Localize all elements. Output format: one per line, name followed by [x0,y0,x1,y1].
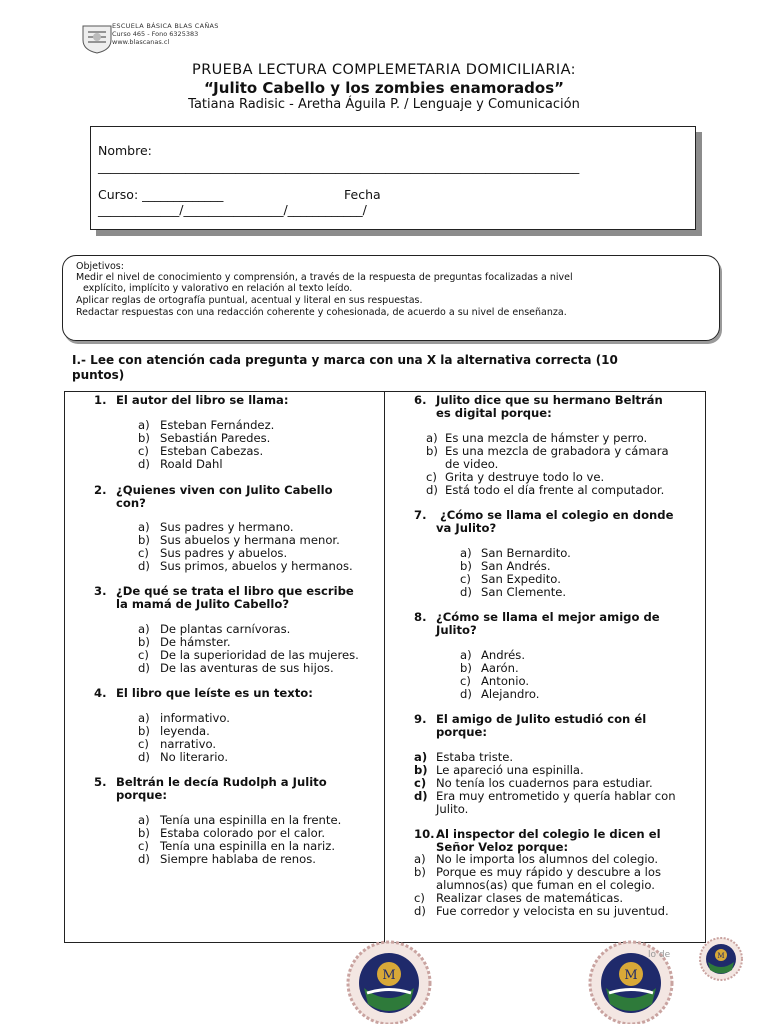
question-1-option-a[interactable]: Esteban Fernández. [160,418,275,432]
question-1-option-c[interactable]: Esteban Cabezas. [160,444,264,458]
question-4-option-c[interactable]: narrativo. [160,737,217,751]
question-4-option-b[interactable]: leyenda. [160,724,210,738]
question-4-number: 4. [94,686,107,700]
question-10-option-d[interactable]: Fue corredor y velocista en su juventud. [436,904,669,918]
question-8-option-c[interactable]: Antonio. [481,674,530,688]
question-4-option-a[interactable]: informativo. [160,711,230,725]
question-5-option-a[interactable]: Tenía una espinilla en la frente. [160,813,342,827]
question-10-option-a[interactable]: No le importa los alumnos del colegio. [436,852,659,866]
question-7-option-c[interactable]: San Expedito. [481,572,561,586]
question-3-option-c-letter[interactable]: c) [138,648,149,662]
question-5-option-c-letter[interactable]: c) [138,839,149,853]
question-6-option-b[interactable]: Es una mezcla de grabadora y cámara [445,444,669,458]
question-9-text-cont: porque: [436,725,488,739]
authors-subject: Tatiana Radisic - Aretha Águila P. / Lenguaje y Comunicación [188,97,580,112]
name-label: Nombre: [98,143,152,158]
question-4-option-c-letter[interactable]: c) [138,737,149,751]
question-9-option-c-letter[interactable]: c) [414,776,427,790]
question-9-text: El amigo de Julito estudió con él [436,712,647,726]
instructions [72,353,712,382]
objective-1: Medir el nivel de conocimiento y comprensión, a través de la respuesta de preguntas focalizadas a nivel [76,272,573,283]
test-title: PRUEBA LECTURA COMPLEMETARIA DOMICILIARIA: [192,62,576,78]
question-4-option-d-letter[interactable]: d) [138,750,150,764]
question-9-option-d-letter[interactable]: d) [414,789,428,803]
question-10-option-c-letter[interactable]: c) [414,891,425,905]
question-3-option-a[interactable]: De plantas carnívoras. [160,622,291,636]
question-8-text: ¿Cómo se llama el mejor amigo de [436,610,660,624]
question-8-option-a[interactable]: Andrés. [481,648,526,662]
question-3-text-cont: la mamá de Julito Cabello? [116,597,290,611]
question-6-text: Julito dice que su hermano Beltrán [436,393,663,407]
question-6-number: 6. [414,393,427,407]
question-10-option-b-letter[interactable]: b) [414,865,426,879]
question-2-option-a-letter[interactable]: a) [138,520,150,534]
school-emblem-icon [344,938,434,1024]
question-9-option-a[interactable]: Estaba triste. [436,750,514,764]
question-2-text-cont: con? [116,496,146,510]
question-6-option-d-letter[interactable]: d) [426,483,438,497]
question-1-option-a-letter[interactable]: a) [138,418,150,432]
question-6-option-c[interactable]: Grita y destruye todo lo ve. [445,470,605,484]
question-8-option-d-letter[interactable]: d) [460,687,472,701]
question-9-option-c[interactable]: No tenía los cuadernos para estudiar. [436,776,653,790]
school-info [112,22,219,46]
question-8-option-c-letter[interactable]: c) [460,674,471,688]
question-4-option-d[interactable]: No literario. [160,750,229,764]
question-9-option-d[interactable]: Era muy entrometido y quería hablar con [436,789,676,803]
question-3-option-a-letter[interactable]: a) [138,622,150,636]
instructions-line-1: I.- Lee con atención cada pregunta y marca con una X la alternativa correcta (10 [72,353,618,367]
question-5-option-c[interactable]: Tenía una espinilla en la nariz. [160,839,336,853]
question-8-text-cont: Julito? [436,623,477,637]
objectives-box [62,255,720,341]
school-emblem-small-icon [698,936,744,982]
question-7-option-b[interactable]: San Andrés. [481,559,551,573]
course-field[interactable]: Curso: _____________ [98,187,224,202]
question-8-option-a-letter[interactable]: a) [460,648,472,662]
question-2-text: ¿Quienes viven con Julito Cabello [116,483,333,497]
question-5-text-cont: porque: [116,788,168,802]
student-info-box [90,126,696,230]
question-1-text: El autor del libro se llama: [116,393,289,407]
name-field[interactable]: _____________________________________________________________________________ [98,159,580,174]
question-5-number: 5. [94,775,107,789]
school-phone: Curso 465 - Fono 6325383 [112,30,199,38]
question-2-option-b[interactable]: Sus abuelos y hermana menor. [160,533,340,547]
question-2-option-c[interactable]: Sus padres y abuelos. [160,546,288,560]
school-name: ESCUELA BÁSICA BLAS CAÑAS [112,22,219,30]
objective-2: Aplicar reglas de ortografía puntual, acentual y literal en sus respuestas. [76,295,423,306]
question-3-text: ¿De qué se trata el libro que escribe [116,584,354,598]
question-4-option-b-letter[interactable]: b) [138,724,150,738]
question-7-option-d-letter[interactable]: d) [460,585,472,599]
question-9-option-a-letter[interactable]: a) [414,750,428,764]
question-4-option-a-letter[interactable]: a) [138,711,150,725]
question-6-option-b-cont[interactable]: de video. [445,457,499,471]
question-2-option-d[interactable]: Sus primos, abuelos y hermanos. [160,559,353,573]
question-3-option-d-letter[interactable]: d) [138,661,150,675]
question-2-option-c-letter[interactable]: c) [138,546,149,560]
question-5-option-b[interactable]: Estaba colorado por el calor. [160,826,326,840]
question-6-option-b-letter[interactable]: b) [426,444,438,458]
question-10-option-c[interactable]: Realizar clases de matemáticas. [436,891,624,905]
question-7-text-cont: va Julito? [436,521,497,535]
question-6-text-cont: es digital porque: [436,406,552,420]
svg-text:M: M [624,968,638,983]
question-10-text: Al inspector del colegio le dicen el [436,827,661,841]
objectives-label: Objetivos: [76,261,124,272]
question-8-option-b-letter[interactable]: b) [460,661,472,675]
question-1-option-b[interactable]: Sebastián Paredes. [160,431,271,445]
question-10-option-b[interactable]: Porque es muy rápido y descubre a los [436,865,662,879]
svg-text:M: M [717,952,725,960]
question-7-option-c-letter[interactable]: c) [460,572,471,586]
question-5-option-b-letter[interactable]: b) [138,826,150,840]
question-7-option-a-letter[interactable]: a) [460,546,472,560]
instructions-line-2: puntos) [72,367,125,382]
question-5-option-d-letter[interactable]: d) [138,852,150,866]
question-8-option-b[interactable]: Aarón. [481,661,519,675]
question-8-option-d[interactable]: Alejandro. [481,687,540,701]
question-3-option-c[interactable]: De la superioridad de las mujeres. [160,648,359,662]
question-2-number: 2. [94,483,107,497]
question-10-number: 10. [414,827,435,841]
column-divider [384,391,385,942]
question-3-option-b[interactable]: De hámster. [160,635,231,649]
question-9-option-b[interactable]: Le apareció una espinilla. [436,763,584,777]
question-6-option-a-letter[interactable]: a) [426,431,438,445]
question-5-option-d[interactable]: Siempre hablaba de renos. [160,852,316,866]
question-7-number: 7. [414,508,427,522]
question-4-text: El libro que leíste es un texto: [116,686,313,700]
objective-3: Redactar respuestas con una redacción coherente y cohesionada, de acuerdo a su nivel de enseñanza. [76,307,567,318]
question-10-option-a-letter[interactable]: a) [414,852,426,866]
question-7-option-b-letter[interactable]: b) [460,559,472,573]
question-3-option-b-letter[interactable]: b) [138,635,150,649]
question-7-text: ¿Cómo se llama el colegio en donde [440,508,674,522]
question-10-option-b-cont[interactable]: alumnos(as) que fuman en el colegio. [436,878,655,892]
question-2-option-d-letter[interactable]: d) [138,559,150,573]
school-website: www.blascanas.cl [112,38,170,46]
question-2-option-a[interactable]: Sus padres y hermano. [160,520,294,534]
question-5-text: Beltrán le decía Rudolph a Julito [116,775,327,789]
question-8-number: 8. [414,610,427,624]
question-1-option-d-letter[interactable]: d) [138,457,150,471]
question-10-option-d-letter[interactable]: d) [414,904,426,918]
date-label: Fecha [344,187,381,202]
footer-text-fragment: lo de [648,950,671,960]
question-5-option-a-letter[interactable]: a) [138,813,150,827]
question-6-option-c-letter[interactable]: c) [426,470,437,484]
question-1-option-b-letter[interactable]: b) [138,431,150,445]
question-3-option-d[interactable]: De las aventuras de sus hijos. [160,661,334,675]
question-1-option-d[interactable]: Roald Dahl [160,457,223,471]
date-field[interactable]: _____________/________________/____________/ [98,202,367,217]
question-10-text-cont: Señor Veloz porque: [436,840,569,854]
question-2-option-b-letter[interactable]: b) [138,533,150,547]
book-title: “Julito Cabello y los zombies enamorados” [204,79,564,97]
question-9-option-d-cont[interactable]: Julito. [436,802,469,816]
question-7-option-a[interactable]: San Bernardito. [481,546,571,560]
question-9-option-b-letter[interactable]: b) [414,763,428,777]
question-6-option-d[interactable]: Está todo el día frente al computador. [445,483,665,497]
question-3-number: 3. [94,584,107,598]
question-6-option-a[interactable]: Es una mezcla de hámster y perro. [445,431,648,445]
objective-1-cont: explícito, implícito y valorativo en relación al texto leído. [83,283,353,294]
question-9-number: 9. [414,712,427,726]
svg-text:M: M [382,968,396,983]
school-logo-icon [80,22,114,54]
question-1-number: 1. [94,393,107,407]
question-7-option-d[interactable]: San Clemente. [481,585,567,599]
question-1-option-c-letter[interactable]: c) [138,444,149,458]
